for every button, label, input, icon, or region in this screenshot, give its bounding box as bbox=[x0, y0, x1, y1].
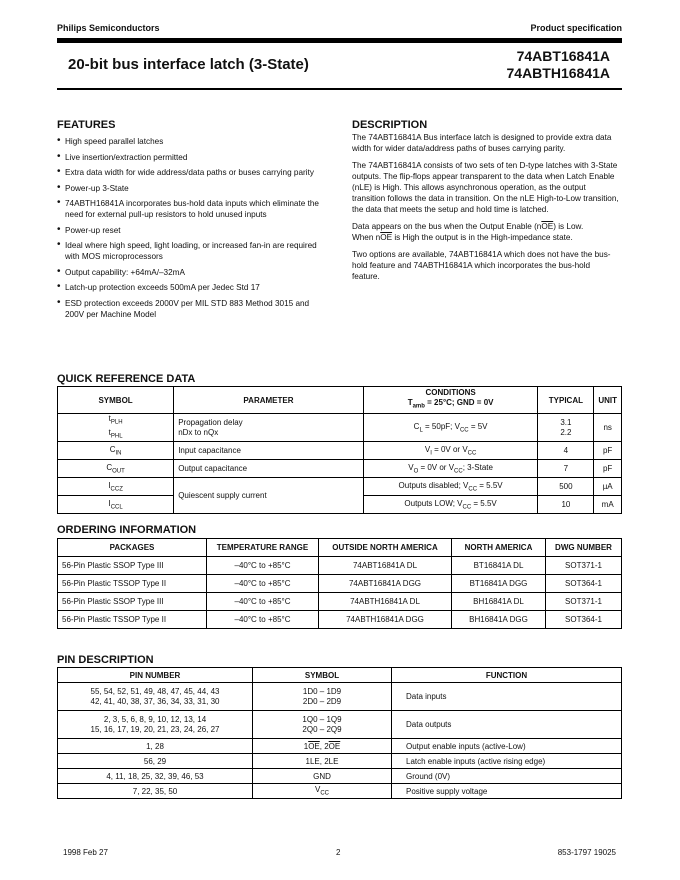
ordering-table bbox=[57, 538, 622, 629]
pin-description-heading: PIN DESCRIPTION bbox=[57, 654, 154, 666]
footer-date: 1998 Feb 27 bbox=[63, 848, 108, 857]
table-row: 55, 54, 52, 51, 49, 48, 47, 45, 44, 43 42, 41, 40, 38, 37, 36, 34, 33, 31, 30 1D0 – 1D9 2D0 – 2D9 Data inputs bbox=[58, 683, 622, 711]
list-item: • Power-up reset bbox=[57, 225, 319, 236]
list-item: • Ideal where high speed, light loading, or increased fan-in are required with MOS microprocessors bbox=[57, 240, 319, 262]
document-code: 853-1797 19025 bbox=[557, 848, 616, 857]
description-heading: DESCRIPTION bbox=[352, 119, 428, 131]
company-name: Philips Semiconductors bbox=[57, 23, 160, 33]
ordering-heading: ORDERING INFORMATION bbox=[57, 524, 197, 536]
table-header-row: PACKAGES TEMPERATURE RANGE OUTSIDE NORTH AMERICA NORTH AMERICA DWG NUMBER bbox=[58, 539, 622, 557]
header-rule bbox=[57, 38, 622, 43]
list-item: • Latch-up protection exceeds 500mA per Jedec Std 17 bbox=[57, 282, 319, 293]
list-item: • Power-up 3-State bbox=[57, 183, 319, 194]
description-paragraph: Data appears on the bus when the Output Enable $(n\overline{OE})$ is Low. When $n\overline{OE}$ is High the output is in the High-impedance state. bbox=[352, 222, 584, 242]
table-row: $I_{CCZ}$ Quiescent supply current Outputs disabled; $V_{CC} = 5.5V$ 500 µA bbox=[58, 478, 622, 496]
doc-type: Product specification bbox=[530, 23, 622, 33]
features-list bbox=[57, 136, 319, 324]
page-title: 20-bit bus interface latch (3-State) bbox=[68, 56, 309, 73]
list-item: • Output capability: +64mA/–32mA bbox=[57, 267, 319, 278]
table-row: 4, 11, 18, 25, 32, 39, 46, 53 GND Ground (0V) bbox=[58, 769, 622, 784]
pin-table bbox=[57, 667, 622, 799]
table-row: 56-Pin Plastic SSOP Type III –40°C to +85°C 74ABT16841A DL BT16841A DL SOT371-1 bbox=[58, 557, 622, 575]
quick-ref-table bbox=[57, 386, 622, 514]
list-item: • High speed parallel latches bbox=[57, 136, 319, 147]
description-paragraph: The 74ABT16841A Bus interface latch is designed to provide extra data width for wider data/address paths of buses carrying parity. bbox=[352, 133, 612, 153]
list-item: • ESD protection exceeds 2000V per MIL STD 883 Method 3015 and 200V per Machine Model bbox=[57, 298, 319, 320]
quick-ref-heading: QUICK REFERENCE DATA bbox=[57, 373, 196, 385]
table-row: $C_{OUT}$ Output capacitance $V_O = 0V$ or $V_{CC}$; 3-State 7 pF bbox=[58, 460, 622, 478]
list-item: • 74ABTH16841A incorporates bus-hold data inputs which eliminate the need for external pull-up resistors to hold unused inputs bbox=[57, 198, 319, 220]
table-row: $t_{PLH}$ $t_{PHL}$ Propagation delay nDx to nQx $C_L = 50pF$; $V_{CC} = 5V$ 3.1 2.2 ns bbox=[58, 414, 622, 442]
table-row: 2, 3, 5, 6, 8, 9, 10, 12, 13, 14 15, 16, 17, 19, 20, 21, 23, 24, 26, 27 1Q0 – 1Q9 2Q0 – 2Q9 Data outputs bbox=[58, 711, 622, 739]
description-paragraph: The 74ABT16841A consists of two sets of ten D-type latches with 3-State outputs. The flip-flops appear transparent to the data when Latch Enable (nLE) is High. This allows asynchronous operation, as the output transition follows the data in transition. On the nLE High-to-Low transition, the data that meets the setup and hold time is latched. bbox=[352, 161, 619, 214]
table-row: 56-Pin Plastic TSSOP Type II –40°C to +85°C 74ABTH16841A DGG BH16841A DGG SOT364-1 bbox=[58, 611, 622, 629]
description-body bbox=[352, 132, 620, 288]
table-header-row: SYMBOL PARAMETER CONDITIONS $T_{amb} = 25^\circ C$; GND = 0V TYPICAL UNIT bbox=[58, 387, 622, 414]
list-item: • Live insertion/extraction permitted bbox=[57, 152, 319, 163]
list-item: • Extra data width for wide address/data paths or buses carrying parity bbox=[57, 167, 319, 178]
part-number-1: 74ABT16841A bbox=[516, 48, 610, 64]
description-paragraph: Two options are available, 74ABT16841A which does not have the bus-hold feature and 74ABTH16841A which incorporates the bus-hold feature. bbox=[352, 250, 611, 281]
title-rule bbox=[57, 88, 622, 90]
table-row: 56, 29 1LE, 2LE Latch enable inputs (active rising edge) bbox=[58, 754, 622, 769]
table-row: 7, 22, 35, 50 $V_{CC}$ Positive supply voltage bbox=[58, 784, 622, 799]
table-row: $I_{CCL}$ Outputs LOW; $V_{CC} = 5.5V$ 10 mA bbox=[58, 496, 622, 514]
page-number: 2 bbox=[336, 848, 341, 857]
table-row: 1, 28 $1\overline{OE}$, $2\overline{OE}$ Output enable inputs (active-Low) bbox=[58, 739, 622, 754]
table-header-row: PIN NUMBER SYMBOL FUNCTION bbox=[58, 668, 622, 683]
part-number-2: 74ABTH16841A bbox=[506, 65, 610, 81]
features-heading: FEATURES bbox=[57, 119, 116, 131]
table-row: 56-Pin Plastic TSSOP Type II –40°C to +85°C 74ABT16841A DGG BT16841A DGG SOT364-1 bbox=[58, 575, 622, 593]
table-row: 56-Pin Plastic SSOP Type III –40°C to +85°C 74ABTH16841A DL BH16841A DL SOT371-1 bbox=[58, 593, 622, 611]
table-row: $C_{IN}$ Input capacitance $V_I = 0V$ or $V_{CC}$ 4 pF bbox=[58, 442, 622, 460]
